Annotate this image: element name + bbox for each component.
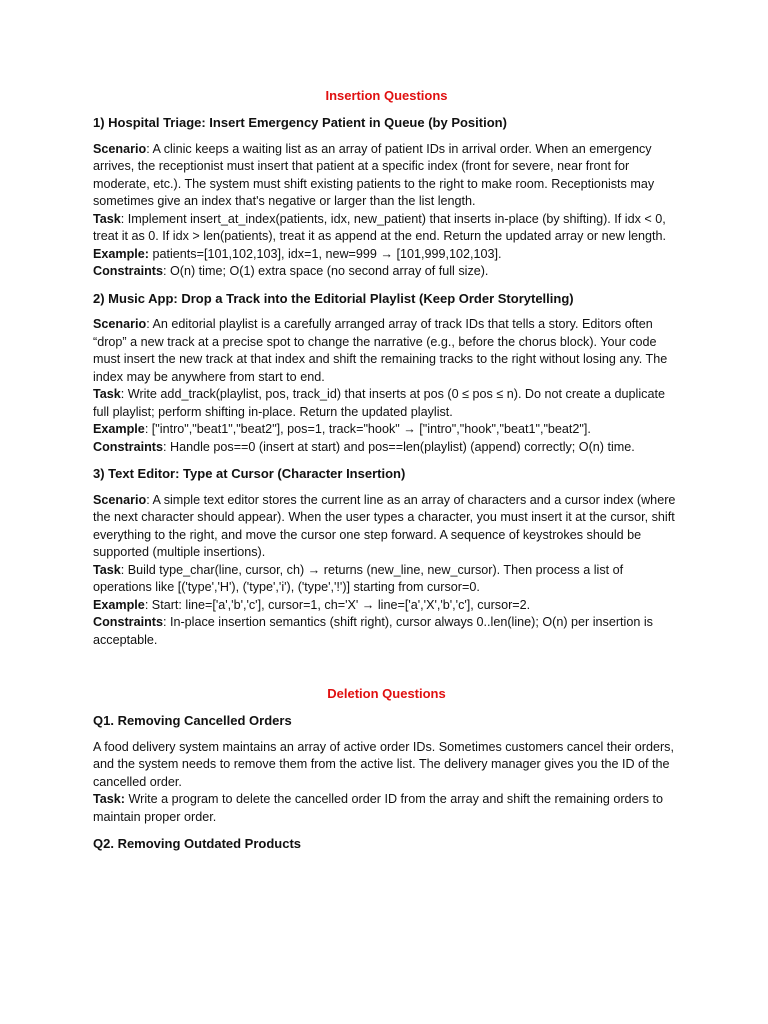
scenario-label: Scenario [93,141,147,156]
constraints-text: : O(n) time; O(1) extra space (no second array of full size). [162,264,489,278]
insertion-q3-task [93,562,680,597]
insertion-q2-body [93,316,680,456]
deletion-q1-description: A food delivery system maintains an array of active order IDs. Sometimes customers cancel their orders, and the system needs to remove them from the active list. The delivery manager gives you the ID of the cancelled order. [93,739,674,789]
example-text: : Start: line=['a','b','c'], cursor=1, ch='X' → line=['a','X','b','c'], cursor=2. [144,597,531,612]
insertion-q3-example [93,597,680,615]
task-text: Write a program to delete the cancelled order ID from the array and shift the remaining orders to maintain proper order. [93,792,664,824]
constraints-label: Constraints [93,439,163,454]
insertion-q1-title: 1) Hospital Triage: Insert Emergency Patient in Queue (by Position) [93,115,507,130]
insertion-q3-scenario [93,492,680,562]
example-text: patients=[101,102,103], idx=1, new=999 → [101,999,102,103]. [149,246,502,261]
insertion-q1-scenario [93,141,680,211]
scenario-text: : A simple text editor stores the current line as an array of characters and a cursor index (where the next character should appear). When the user types a character, you must insert it at the cursor, shift everything to the right, and move the cursor one step forward. A sequence of keystrokes should be supported (multiple insertions). [93,492,676,559]
constraints-text: : In-place insertion semantics (shift right), cursor always 0..len(line); O(n) per insertion is acceptable. [93,615,653,647]
insertion-q3-title: 3) Text Editor: Type at Cursor (Character Insertion) [93,466,406,481]
deletion-q2-title: Q2. Removing Outdated Products [93,836,302,851]
scenario-text: : An editorial playlist is a carefully arranged array of track IDs that tells a story. Editors often “drop” a new track at a precise spot to change the narrative (e.g., before the chorus block). Your code must insert the new track at that index and shift the remaining tracks to the right without losing any. The index may be anywhere from start to end. [93,317,668,384]
deletion-q1-body [93,739,680,827]
insertion-heading: Insertion Questions [325,88,448,103]
task-text: : Write add_track(playlist, pos, track_id) that inserts at pos (0 ≤ pos ≤ n). Do not create a duplicate full playlist; perform shifting in-place. Return the updated playlist. [93,387,665,419]
deletion-q1-title: Q1. Removing Cancelled Orders [93,713,292,728]
deletion-heading: Deletion Questions [327,686,446,701]
insertion-q3-body [93,492,680,650]
section-spacer [93,658,680,685]
example-text: : ["intro","beat1","beat2"], pos=1, track="hook" → ["intro","hook","beat1","beat2"]. [144,422,591,436]
insertion-q1-body [93,141,680,281]
insertion-q2-title: 2) Music App: Drop a Track into the Editorial Playlist (Keep Order Storytelling) [93,290,574,306]
task-label: Task [93,211,121,226]
task-label: Task: [93,792,125,806]
scenario-text: : A clinic keeps a waiting list as an array of patient IDs in arrival order. When an emergency arrives, the receptionist must insert that patient at a specific index (front for severe, near front for moderate, etc.). The system must shift existing patients to the right to make room. Receptionists may sometimes give an index that's negative or larger than the list length. [93,141,655,208]
insertion-q3-constraints [93,614,680,649]
task-text: : Build type_char(line, cursor, ch) → returns (new_line, new_cursor). Then process a list of operations like [('type','H'), ('type','i'), ('type','!')] starting from cursor=0. [93,562,624,594]
insertion-q1-task [93,211,680,246]
deletion-q1-task [93,791,680,826]
constraints-label: Constraints [93,264,163,278]
insertion-q1-example [93,246,680,264]
constraints-label: Constraints [93,615,163,629]
insertion-q2-task [93,386,680,421]
insertion-q2-scenario [93,316,680,386]
example-label: Example: [93,246,149,261]
insertion-q2-example [93,421,680,439]
insertion-q2-constraints [93,439,680,457]
insertion-q1-constraints [93,263,680,281]
constraints-text: : Handle pos==0 (insert at start) and pos==len(playlist) (append) correctly; O(n) time. [162,439,635,454]
example-label: Example [93,597,145,612]
task-label: Task [93,562,121,577]
scenario-label: Scenario [93,492,147,507]
scenario-label: Scenario [93,317,147,331]
task-label: Task [93,387,121,401]
example-label: Example [93,422,145,436]
task-text: : Implement insert_at_index(patients, idx, new_patient) that inserts in-place (by shifting). If idx < 0, treat it as 0. If idx > len(patients), treat it as append at the end. Return the updated array or new length. [93,211,667,243]
